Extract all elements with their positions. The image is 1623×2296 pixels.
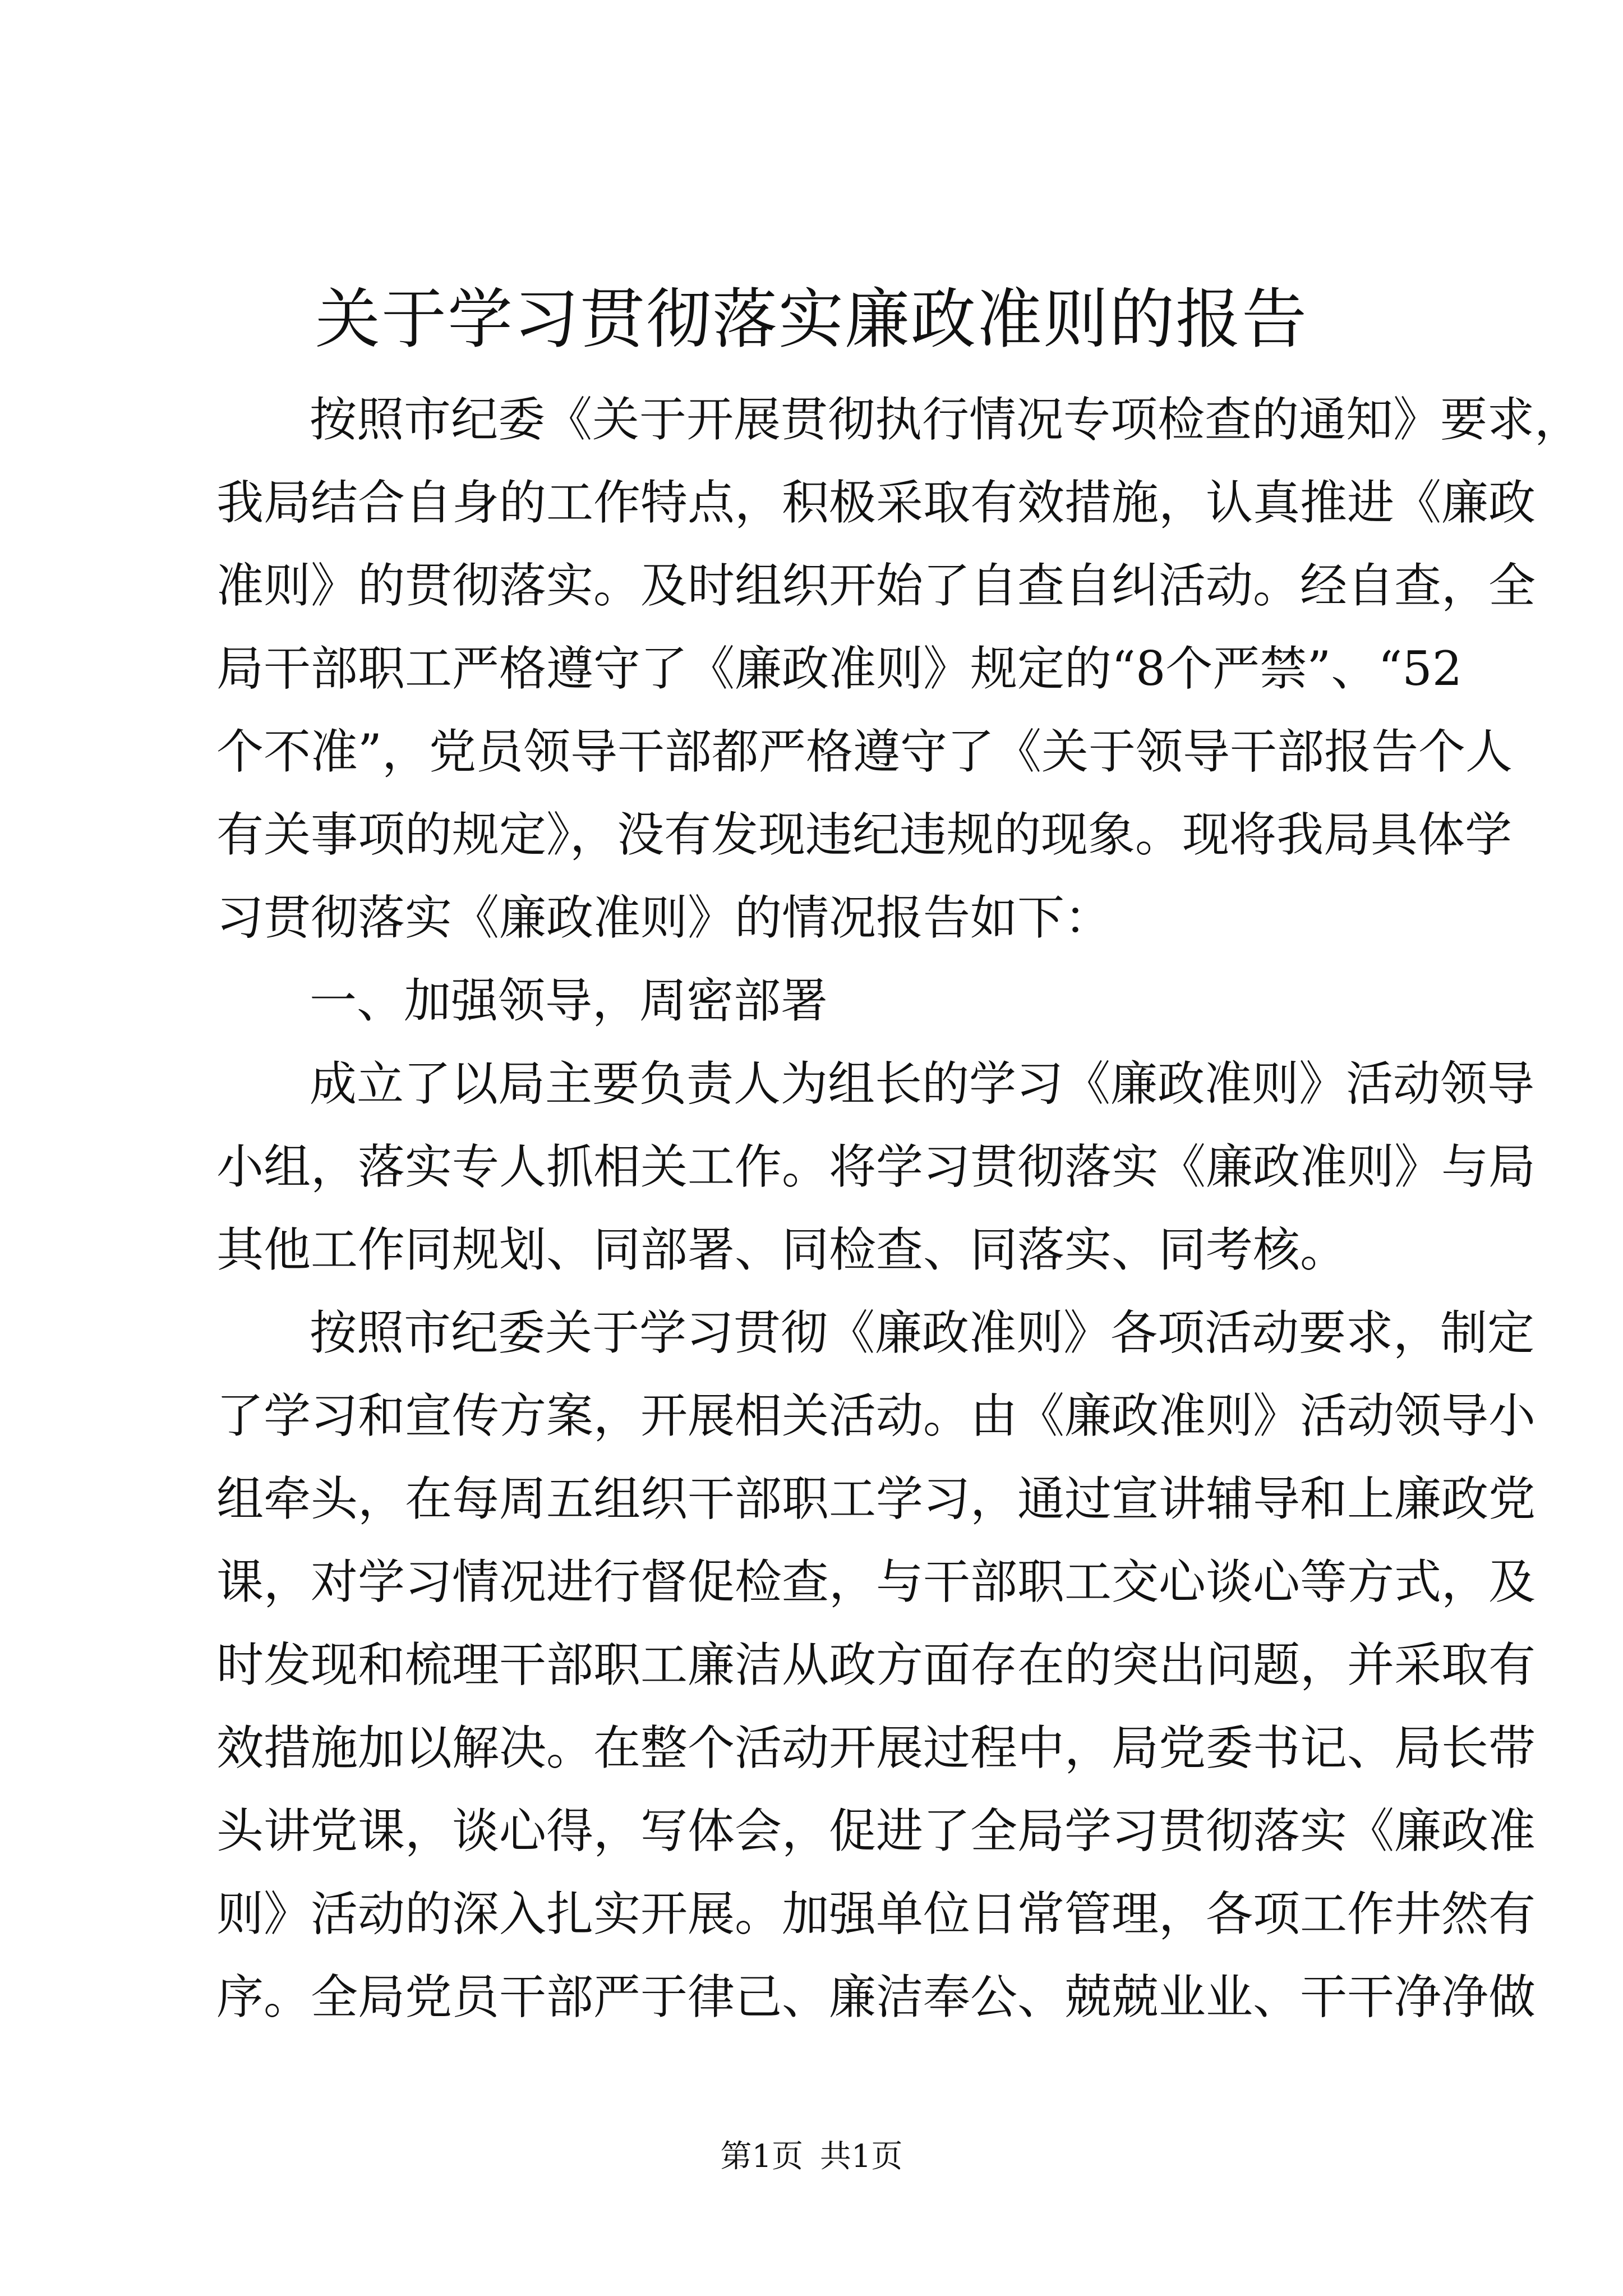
page-number: 第1页 <box>720 2138 804 2175</box>
body-line: 局干部职工严格遵守了《廉政准则》规定的“8个严禁”、“52 <box>216 641 1463 696</box>
section-heading: 一、加强领导，周密部署 <box>310 973 828 1028</box>
body-line: 习贯彻落实《廉政准则》的情况报告如下： <box>216 890 1112 945</box>
body-line: 了学习和宣传方案，开展相关活动。由《廉政准则》活动领导小 <box>216 1388 1536 1443</box>
body-line: 时发现和梳理干部职工廉洁从政方面存在的突出问题，并采取有 <box>216 1637 1536 1692</box>
body-line: 成立了以局主要负责人为组长的学习《廉政准则》活动领导 <box>310 1056 1535 1111</box>
body-line: 则》活动的深入扎实开展。加强单位日常管理，各项工作井然有 <box>216 1887 1536 1941</box>
body-line: 组牵头，在每周五组织干部职工学习，通过宣讲辅导和上廉政党 <box>216 1471 1536 1526</box>
page-total: 共1页 <box>819 2138 903 2175</box>
body-line: 小组，落实专人抓相关工作。将学习贯彻落实《廉政准则》与局 <box>216 1139 1536 1194</box>
body-line: 头讲党课，谈心得，写体会，促进了全局学习贯彻落实《廉政准 <box>216 1803 1536 1858</box>
body-line: 效措施加以解决。在整个活动开展过程中，局党委书记、局长带 <box>216 1720 1536 1775</box>
body-line: 准则》的贯彻落实。及时组织开始了自查自纠活动。经自查，全 <box>216 558 1536 613</box>
body-line: 我局结合自身的工作特点，积极采取有效措施，认真推进《廉政 <box>216 475 1536 530</box>
body-line: 其他工作同规划、同部署、同检查、同落实、同考核。 <box>216 1222 1348 1277</box>
body-line: 序。全局党员干部严于律己、廉洁奉公、兢兢业业、干干净净做 <box>216 1970 1536 2024</box>
body-line: 按照市纪委关于学习贯彻《廉政准则》各项活动要求，制定 <box>310 1305 1535 1360</box>
page-footer <box>0 2137 1623 2177</box>
body-line: 有关事项的规定》，没有发现违纪违规的现象。现将我局具体学 <box>216 807 1513 862</box>
body-line: 按照市纪委《关于开展贯彻执行情况专项检查的通知》要求， <box>310 392 1582 447</box>
body-line: 个不准”，党员领导干部都严格遵守了《关于领导干部报告个人 <box>216 724 1513 779</box>
document-title: 关于学习贯彻落实廉政准则的报告 <box>315 282 1308 357</box>
body-line: 课，对学习情况进行督促检查，与干部职工交心谈心等方式，及 <box>216 1554 1536 1609</box>
